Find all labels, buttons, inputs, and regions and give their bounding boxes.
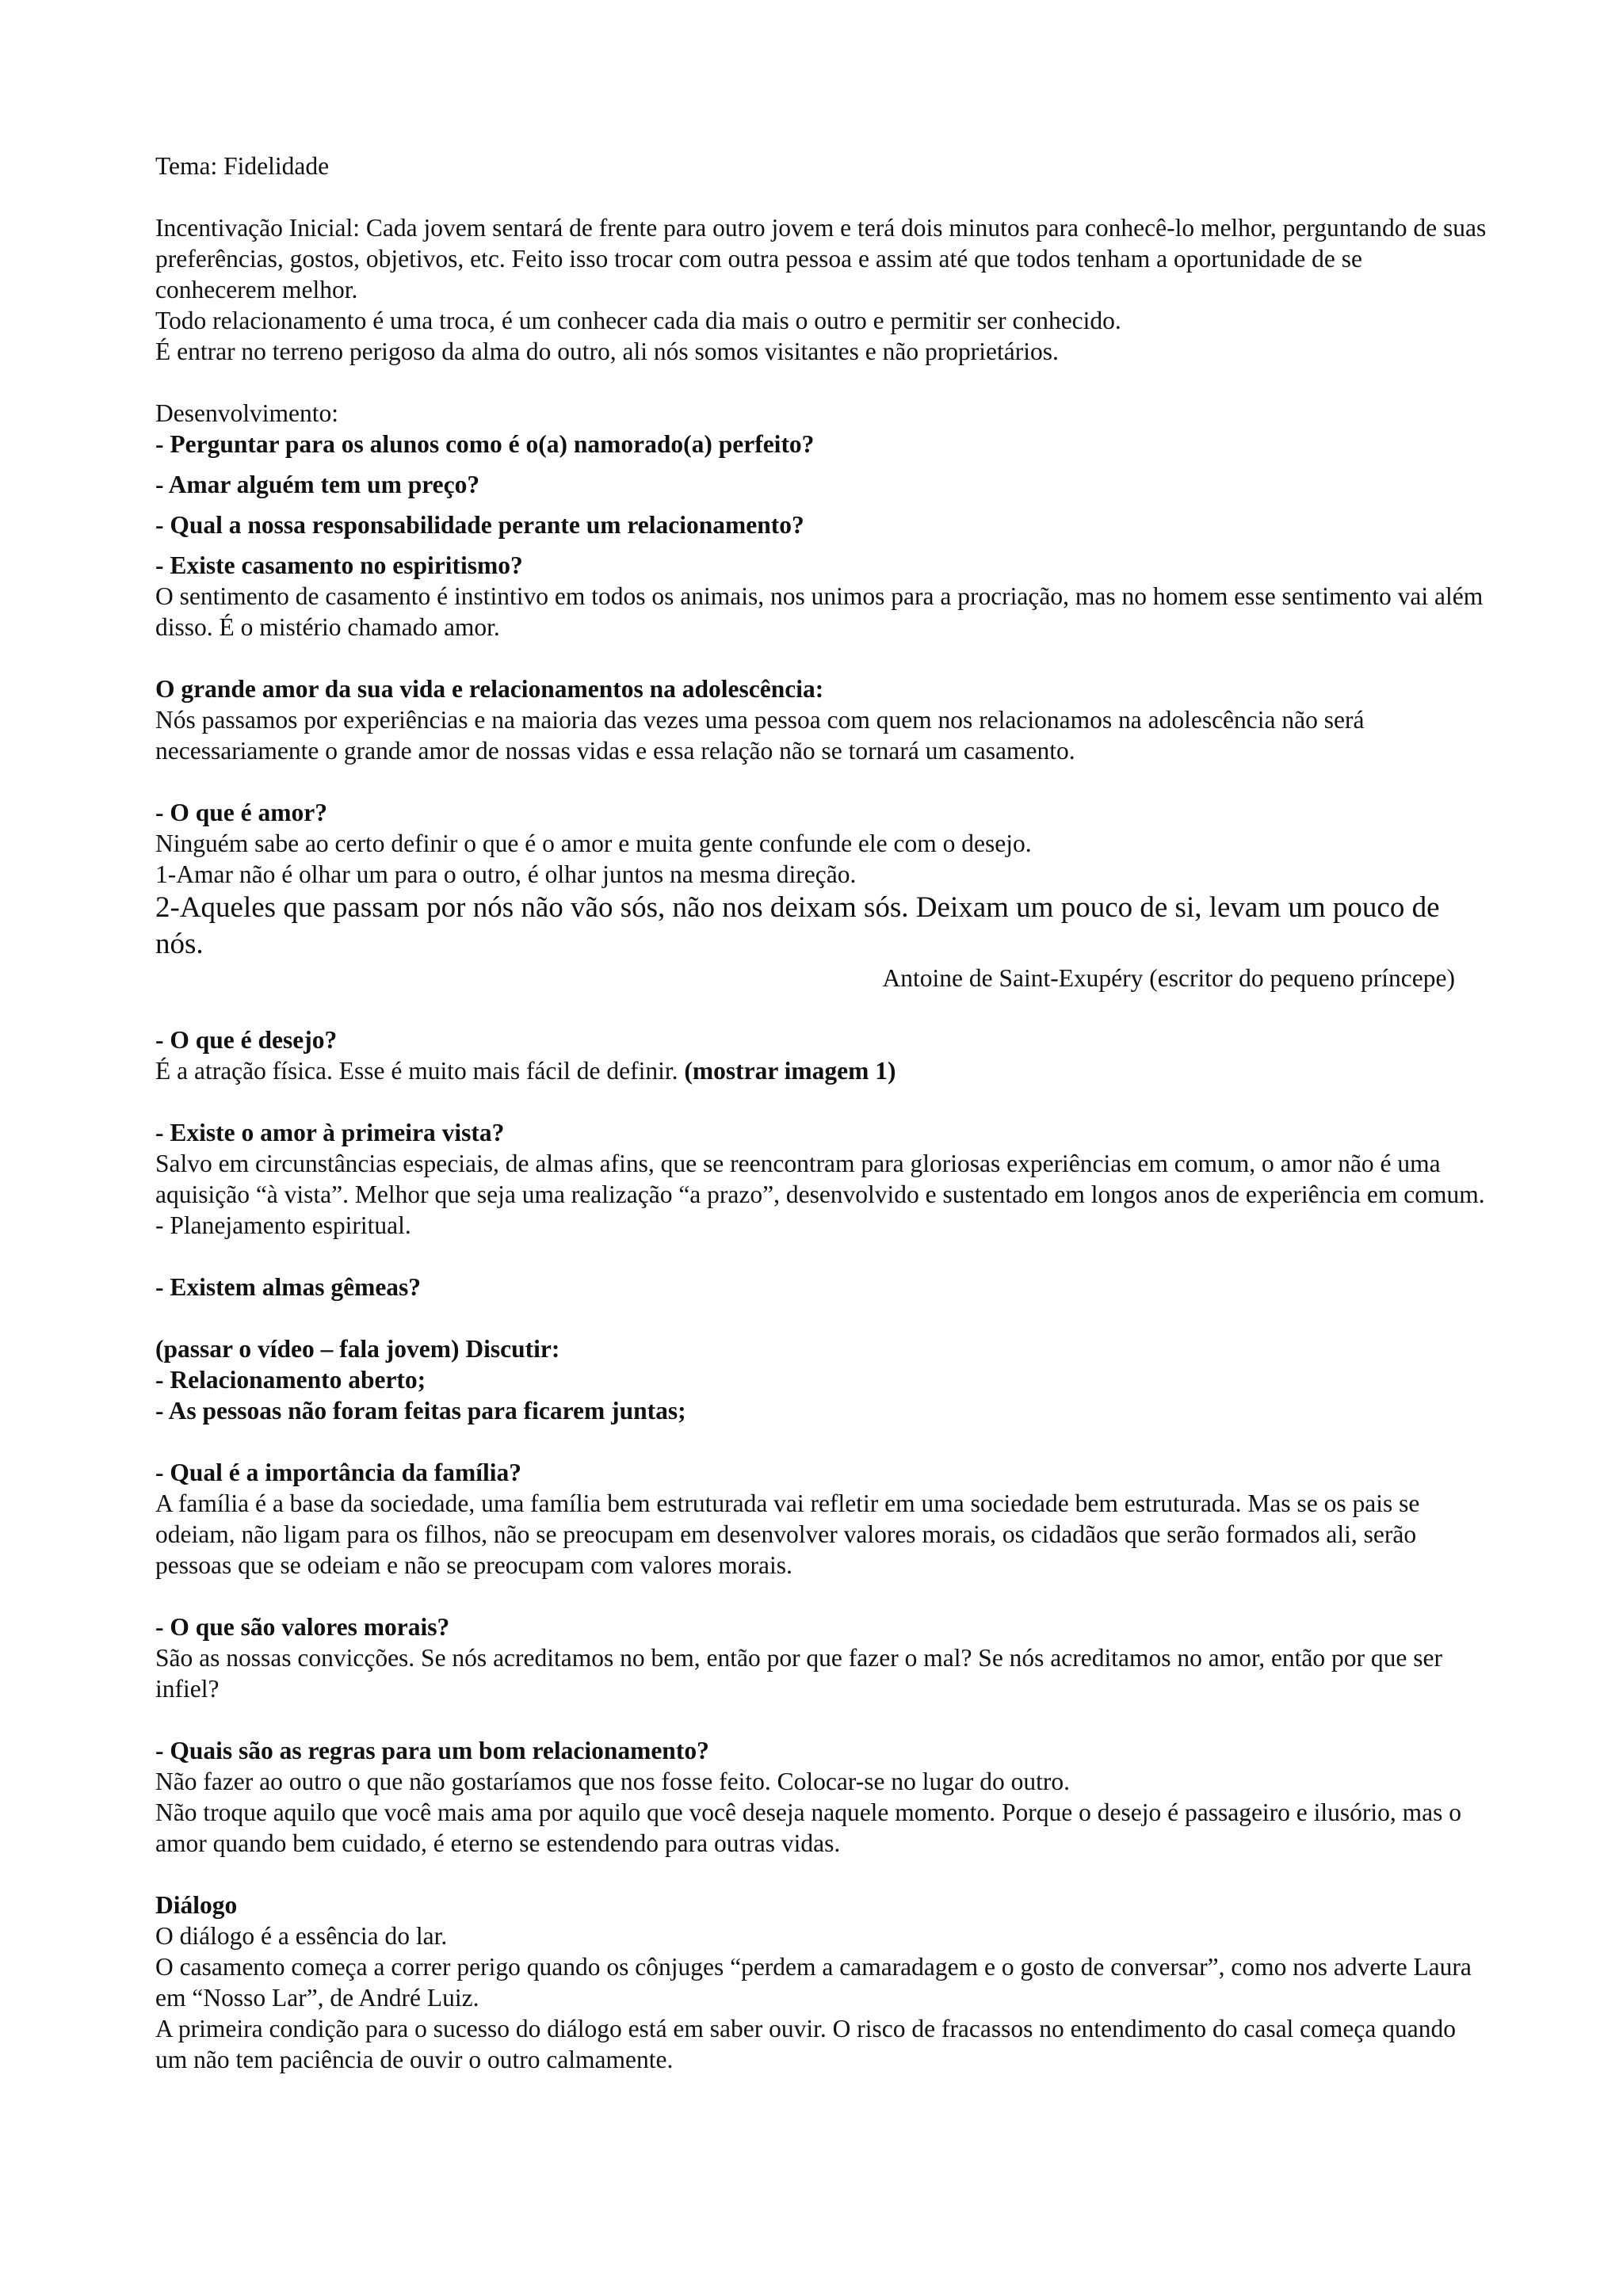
dialogue-line-2: O casamento começa a correr perigo quando os cônjuges “perdem a camaradagem e o gosto de conversar”, como nos adverte Laura em “Nosso Lar”, de André Luiz. — [155, 1953, 1472, 2012]
question-perfect-partner: - Perguntar para os alunos como é o(a) namorado(a) perfeito? — [155, 430, 815, 458]
video-discussion: (passar o vídeo – fala jovem) Discutir: — [155, 1335, 560, 1363]
dialogue-line-1: O diálogo é a essência do lar. — [155, 1922, 448, 1950]
love-line-1: Ninguém sabe ao certo definir o que é o amor e muita gente confunde ele com o desejo. — [155, 830, 1032, 857]
heading-dialogue: Diálogo — [155, 1891, 238, 1919]
text-love-at-first-sight: Salvo em circunstâncias especiais, de almas afins, que se reencontram para gloriosas experiências em comum, o amor não é uma aquisição “à vista”. Melhor que seja uma realização “a prazo”, desenvolvido e sustentado em longos anos de experiência em comum. - Planejamento espiritual. — [155, 1150, 1485, 1239]
question-responsibility: - Qual a nossa responsabilidade perante um relacionamento? — [155, 511, 804, 539]
discussion-open-relationship: - Relacionamento aberto; — [155, 1366, 426, 1394]
intro-line-3: É entrar no terreno perigoso da alma do outro, ali nós somos visitantes e não proprietários. — [155, 338, 1059, 365]
discussion-people-together: - As pessoas não foram feitas para ficarem juntas; — [155, 1397, 686, 1425]
rules-line-2: Não troque aquilo que você mais ama por aquilo que você deseja naquele momento. Porque o desejo é passageiro e ilusório, mas o amor quando bem cuidado, é eterno se estendendo para outras vidas. — [155, 1798, 1462, 1857]
heading-what-is-love: - O que é amor? — [155, 799, 327, 826]
heading-moral-values: - O que são valores morais? — [155, 1613, 450, 1641]
intro-text: Cada jovem sentará de frente para outro jovem e terá dois minutos para conhecê-lo melhor, perguntando de suas preferências, gostos, objetivos, etc. Feito isso trocar com outra pessoa e assim até que todos tenham a oportunidade de se conhecerem melhor. — [155, 214, 1487, 303]
document-page — [155, 151, 1487, 2075]
text-moral-values: São as nossas convicções. Se nós acreditamos no bem, então por que fazer o mal? Se nós acreditamos no amor, então por que ser infiel? — [155, 1644, 1442, 1703]
document-title: Tema: Fidelidade — [155, 152, 330, 180]
heading-love-at-first-sight: - Existe o amor à primeira vista? — [155, 1119, 505, 1146]
question-marriage-spiritism: - Existe casamento no espiritismo? — [155, 551, 523, 579]
heading-great-love: O grande amor da sua vida e relacionamentos na adolescência: — [155, 675, 824, 703]
text-family-importance: A família é a base da sociedade, uma família bem estruturada vai refletir em uma sociedade bem estruturada. Mas se os pais se odeiam, não ligam para os filhos, não se preocupam em desenvolver valores morais, os cidadãos que serão formados ali, serão pessoas que se odeiam e não se preocupam com valores morais. — [155, 1489, 1420, 1579]
heading-soulmates: - Existem almas gêmeas? — [155, 1273, 422, 1301]
text-great-love: Nós passamos por experiências e na maioria das vezes uma pessoa com quem nos relacionamos na adolescência não será necessariamente o grande amor de nossas vidas e essa relação não se tornará um casamento. — [155, 706, 1365, 765]
desire-image-note: (mostrar imagem 1) — [684, 1057, 896, 1085]
heading-family-importance: - Qual é a importância da família? — [155, 1459, 521, 1486]
question-price-of-love: - Amar alguém tem um preço? — [155, 471, 480, 498]
intro-line-2: Todo relacionamento é uma troca, é um conhecer cada dia mais o outro e permitir ser conhecido. — [155, 307, 1121, 334]
rules-line-1: Não fazer ao outro o que não gostaríamos que nos fosse feito. Colocar-se no lugar do outro. — [155, 1768, 1071, 1795]
quote-attribution: Antoine de Saint-Exupéry (escritor do pequeno príncepe) — [882, 964, 1455, 992]
intro-paragraph — [155, 212, 1487, 305]
love-line-2: 1-Amar não é olhar um para o outro, é olhar juntos na mesma direção. — [155, 860, 857, 888]
love-quote: 2-Aqueles que passam por nós não vão sós, não nos deixam sós. Deixam um pouco de si, levam um pouco de nós. — [155, 891, 1440, 960]
answer-marriage-spiritism: O sentimento de casamento é instintivo em todos os animais, nos unimos para a procriação, mas no homem esse sentimento vai além disso. É o mistério chamado amor. — [155, 582, 1484, 641]
intro-label: Incentivação Inicial: — [155, 214, 366, 242]
development-label: Desenvolvimento: — [155, 399, 338, 427]
dialogue-line-3: A primeira condição para o sucesso do diálogo está em saber ouvir. O risco de fracassos no entendimento do casal começa quando um não tem paciência de ouvir o outro calmamente. — [155, 2015, 1456, 2073]
heading-what-is-desire: - O que é desejo? — [155, 1026, 338, 1054]
desire-text — [155, 1055, 1487, 1086]
heading-relationship-rules: - Quais são as regras para um bom relacionamento? — [155, 1737, 709, 1764]
desire-definition: É a atração física. Esse é muito mais fácil de definir. — [155, 1057, 685, 1085]
